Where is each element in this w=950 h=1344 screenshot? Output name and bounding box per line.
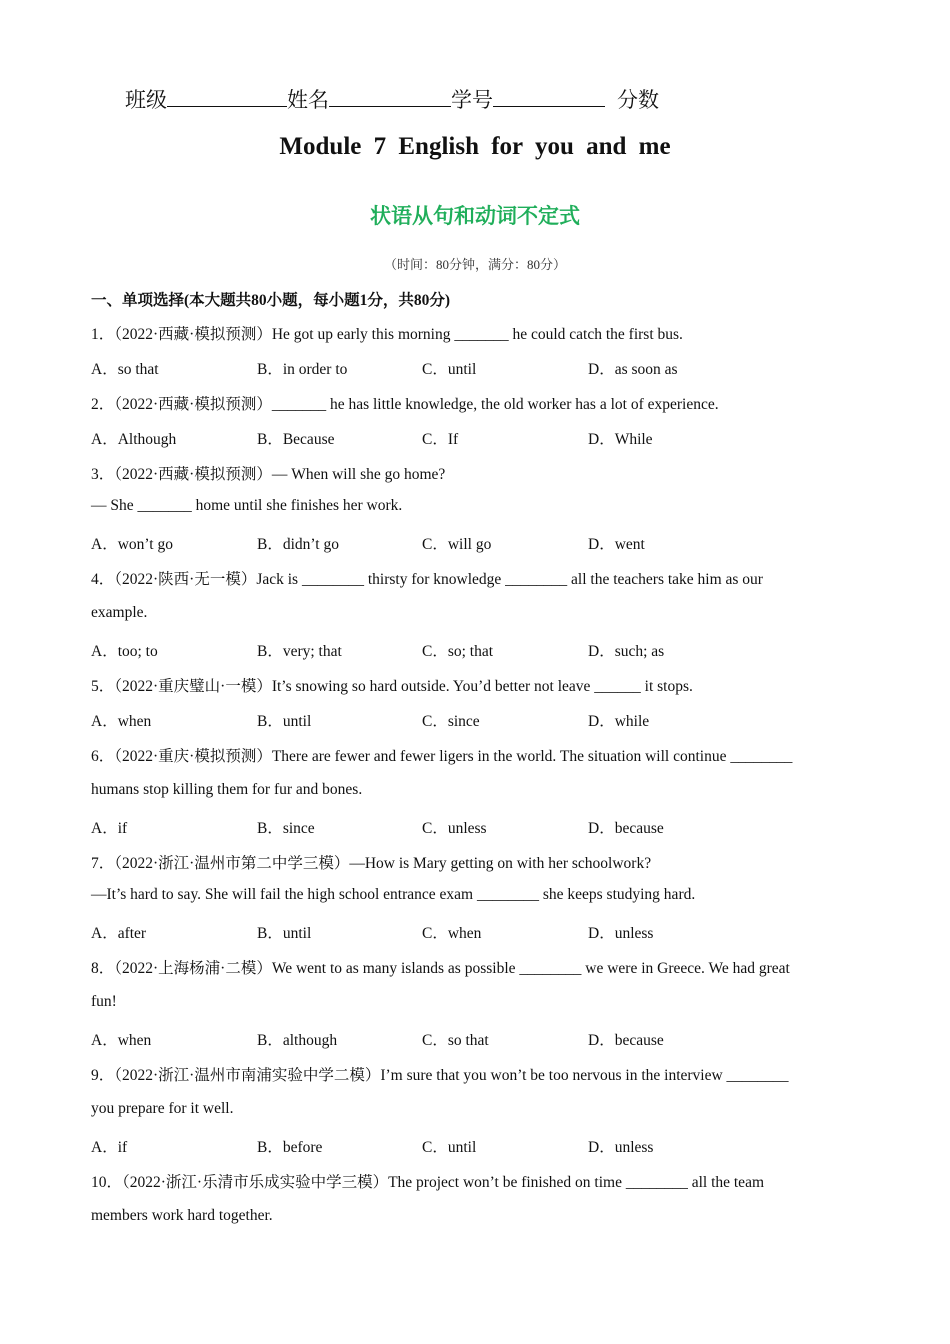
section-heading: 一、单项选择(本大题共80小题，每小题1分，共80分) [91,292,451,309]
option-a: A．won’t go [91,536,173,553]
option-b: B．since [257,820,315,837]
question-line: 10．（2022·浙江·乐清市乐成实验中学三模）The project won’t be finished on time ________ all the team [91,1174,765,1191]
option-a: A．too; to [91,643,158,660]
page-title: Module 7 English for you and me [279,133,671,160]
option-c: C．so that [422,1032,489,1049]
time-info: （时间：80分钟，满分：80分） [383,257,566,272]
option-d: D．unless [588,925,654,942]
option-a: A．when [91,713,152,730]
option-d: D．such; as [588,643,665,660]
option-c: C．since [422,713,480,730]
option-c: C．will go [422,536,492,553]
option-c: C．so; that [422,643,494,660]
question-line: 5．（2022·重庆璧山·一模）It’s snowing so hard outside. You’d better not leave ______ it stops. [91,678,693,695]
question-line: 8．（2022·上海杨浦·二模）We went to as many islands as possible ________ we were in Greece. We had great [91,960,790,977]
name-blank [329,86,451,107]
question-line: 7．（2022·浙江·温州市第二中学三模）—How is Mary getting on with her schoolwork? [91,855,652,872]
option-d: D．while [588,713,650,730]
option-d: D．went [588,536,645,553]
question-line: 4．（2022·陕西·无一模）Jack is ________ thirsty for knowledge ________ all the teachers take him as our [91,571,763,588]
option-a: A．if [91,820,128,837]
question-line: you prepare for it well. [91,1100,234,1117]
name-label: 姓名 [287,88,329,112]
score-label: 分数 [617,88,659,112]
student-id-label: 学号 [451,88,493,112]
option-c: C．until [422,361,477,378]
option-a: A．after [91,925,147,942]
option-c: C．until [422,1139,477,1156]
option-d: D．because [588,820,664,837]
question-line: 2．（2022·西藏·模拟预测）_______ he has little knowledge, the old worker has a lot of experience. [91,396,719,413]
option-a: A．if [91,1139,128,1156]
option-a: A．when [91,1032,152,1049]
option-d: D．unless [588,1139,654,1156]
option-d: D．as soon as [588,361,678,378]
page-subtitle: 状语从句和动词不定式 [370,204,580,228]
option-b: B．in order to [257,361,348,378]
option-b: B．before [257,1139,323,1156]
student-info-line [125,84,659,114]
question-line: —It’s hard to say. She will fail the high school entrance exam ________ she keeps studying hard. [91,886,696,903]
option-b: B．didn’t go [257,536,339,553]
question-line: — She _______ home until she finishes her work. [91,497,403,514]
option-c: C．when [422,925,482,942]
option-d: D．because [588,1032,664,1049]
option-b: B．although [257,1032,338,1049]
option-b: B．until [257,925,312,942]
option-b: B．until [257,713,312,730]
student-id-blank [493,86,605,107]
question-line: fun! [91,993,117,1010]
option-b: B．Because [257,431,335,448]
option-d: D．While [588,431,653,448]
option-c: C．If [422,431,459,448]
question-line: 6．（2022·重庆·模拟预测）There are fewer and fewer ligers in the world. The situation will continue ________ [91,748,793,765]
question-line: 9．（2022·浙江·温州市南浦实验中学二模）I’m sure that you won’t be too nervous in the interview ________ [91,1067,789,1084]
class-blank [167,86,287,107]
question-line: 3．（2022·西藏·模拟预测）— When will she go home? [91,466,446,483]
option-a: A．Although [91,431,177,448]
question-line: humans stop killing them for fur and bones. [91,781,363,798]
question-line: 1．（2022·西藏·模拟预测）He got up early this morning _______ he could catch the first bus. [91,326,683,343]
question-line: members work hard together. [91,1207,273,1224]
option-a: A．so that [91,361,159,378]
class-label: 班级 [125,88,167,112]
option-c: C．unless [422,820,487,837]
option-b: B．very; that [257,643,342,660]
question-line: example. [91,604,148,621]
